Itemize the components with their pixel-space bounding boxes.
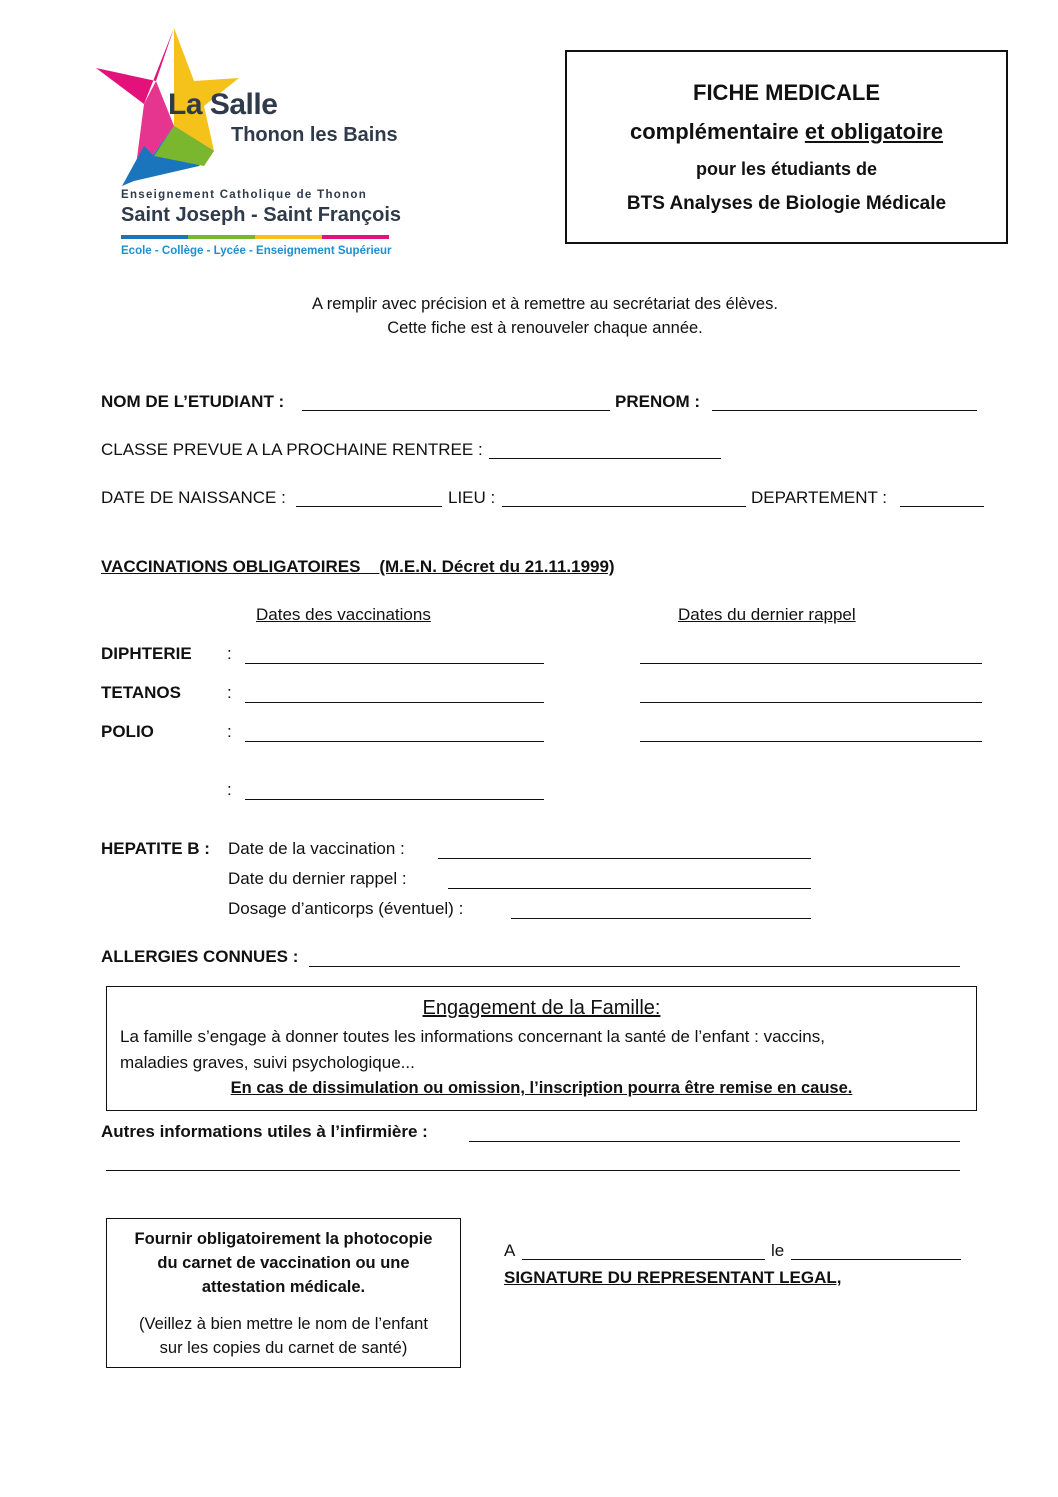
signature-label: SIGNATURE DU REPRESENTANT LEGAL, <box>504 1268 842 1287</box>
logo-schools: Saint Joseph - Saint François <box>121 204 402 226</box>
photocopie-note-2: sur les copies du carnet de santé) <box>159 1339 408 1357</box>
vaccinations-heading-text: VACCINATIONS OBLIGATOIRES <box>101 557 361 576</box>
nom-label: NOM DE L’ETUDIANT : <box>101 392 285 411</box>
logo-levels: Ecole - Collège - Lycée - Enseignement Supérieur <box>121 245 392 257</box>
naissance-label: DATE DE NAISSANCE : <box>101 488 286 507</box>
hepatite-dosage-label: Dosage d’anticorps (éventuel) : <box>228 899 464 918</box>
engagement-warning: En cas de dissimulation ou omission, l’inscription pourra être remise en cause. <box>230 1079 853 1097</box>
autres-field[interactable] <box>469 1141 960 1142</box>
intro-line-1: A remplir avec précision et à remettre au secrétariat des élèves. <box>312 295 778 313</box>
classe-field[interactable] <box>489 458 721 459</box>
hepatite-label: HEPATITE B : <box>101 839 210 858</box>
polio-rappel-field[interactable] <box>640 741 982 742</box>
logo-name: La Salle <box>168 88 278 121</box>
vaccinations-decree: (M.E.N. Décret du 21.11.1999) <box>379 557 615 576</box>
engagement-text-2: maladies graves, suivi psychologique... <box>120 1053 415 1072</box>
allergies-field[interactable] <box>309 966 960 967</box>
signature-a-label: A <box>504 1241 516 1260</box>
row-diphterie-colon: : <box>227 644 232 663</box>
polio-date-field[interactable] <box>245 741 544 742</box>
photocopie-box <box>106 1218 461 1368</box>
photocopie-line-2: du carnet de vaccination ou une <box>157 1254 410 1272</box>
engagement-box <box>106 986 977 1111</box>
diphterie-date-field[interactable] <box>245 663 544 664</box>
vaccinations-heading <box>101 557 615 577</box>
allergies-label: ALLERGIES CONNUES : <box>101 947 299 966</box>
hepatite-dosage-field[interactable] <box>511 918 811 919</box>
hepatite-rappel-label: Date du dernier rappel : <box>228 869 407 888</box>
col-dates-rappel: Dates du dernier rappel <box>678 605 856 624</box>
diphterie-rappel-field[interactable] <box>640 663 982 664</box>
intro-line-2: Cette fiche est à renouveler chaque année. <box>387 319 703 337</box>
autres-field-2[interactable] <box>106 1170 960 1171</box>
row-diphterie-label: DIPHTERIE <box>101 644 192 663</box>
title-line-3: pour les étudiants de <box>695 159 878 179</box>
lieu-label: LIEU : <box>448 488 496 507</box>
hepatite-date-label: Date de la vaccination : <box>228 839 405 858</box>
row-polio-colon: : <box>227 722 232 741</box>
title-line-2a: complémentaire <box>630 119 799 144</box>
row-polio-label: POLIO <box>101 722 154 741</box>
prenom-field[interactable] <box>712 410 977 411</box>
signature-date-field[interactable] <box>791 1259 961 1260</box>
photocopie-line-3: attestation médicale. <box>201 1278 366 1296</box>
title-line-1: FICHE MEDICALE <box>693 80 880 105</box>
engagement-text-1: La famille s’engage à donner toutes les informations concernant la santé de l’enfant : vaccins, <box>120 1027 825 1046</box>
extra-date-field[interactable] <box>245 799 544 800</box>
classe-label: CLASSE PREVUE A LA PROCHAINE RENTREE : <box>101 440 483 459</box>
signature-place-field[interactable] <box>522 1259 765 1260</box>
autres-label: Autres informations utiles à l’infirmière : <box>101 1122 428 1141</box>
hepatite-rappel-field[interactable] <box>448 888 811 889</box>
logo-network: Enseignement Catholique de Thonon <box>121 189 368 201</box>
lieu-field[interactable] <box>502 506 746 507</box>
prenom-label: PRENOM : <box>615 392 700 411</box>
departement-field[interactable] <box>900 506 984 507</box>
row-tetanos-colon: : <box>227 683 232 702</box>
title-line-4: BTS Analyses de Biologie Médicale <box>626 193 947 214</box>
naissance-field[interactable] <box>296 506 442 507</box>
col-dates-vaccination: Dates des vaccinations <box>256 605 431 624</box>
logo-city: Thonon les Bains <box>231 124 398 146</box>
photocopie-line-1: Fournir obligatoirement la photocopie <box>134 1230 433 1248</box>
tetanos-rappel-field[interactable] <box>640 702 982 703</box>
nom-field[interactable] <box>302 410 610 411</box>
row-extra-colon: : <box>227 780 232 799</box>
signature-le-label: le <box>771 1241 785 1260</box>
title-line-2b: et obligatoire <box>804 119 943 144</box>
tetanos-date-field[interactable] <box>245 702 544 703</box>
photocopie-note-1: (Veillez à bien mettre le nom de l’enfant <box>139 1315 428 1333</box>
departement-label: DEPARTEMENT : <box>751 488 888 507</box>
title-line-2 <box>567 119 1006 145</box>
engagement-title: Engagement de la Famille: <box>422 997 661 1019</box>
hepatite-date-field[interactable] <box>438 858 811 859</box>
title-box <box>565 50 1008 244</box>
logo-color-strip <box>121 235 389 239</box>
row-tetanos-label: TETANOS <box>101 683 181 702</box>
